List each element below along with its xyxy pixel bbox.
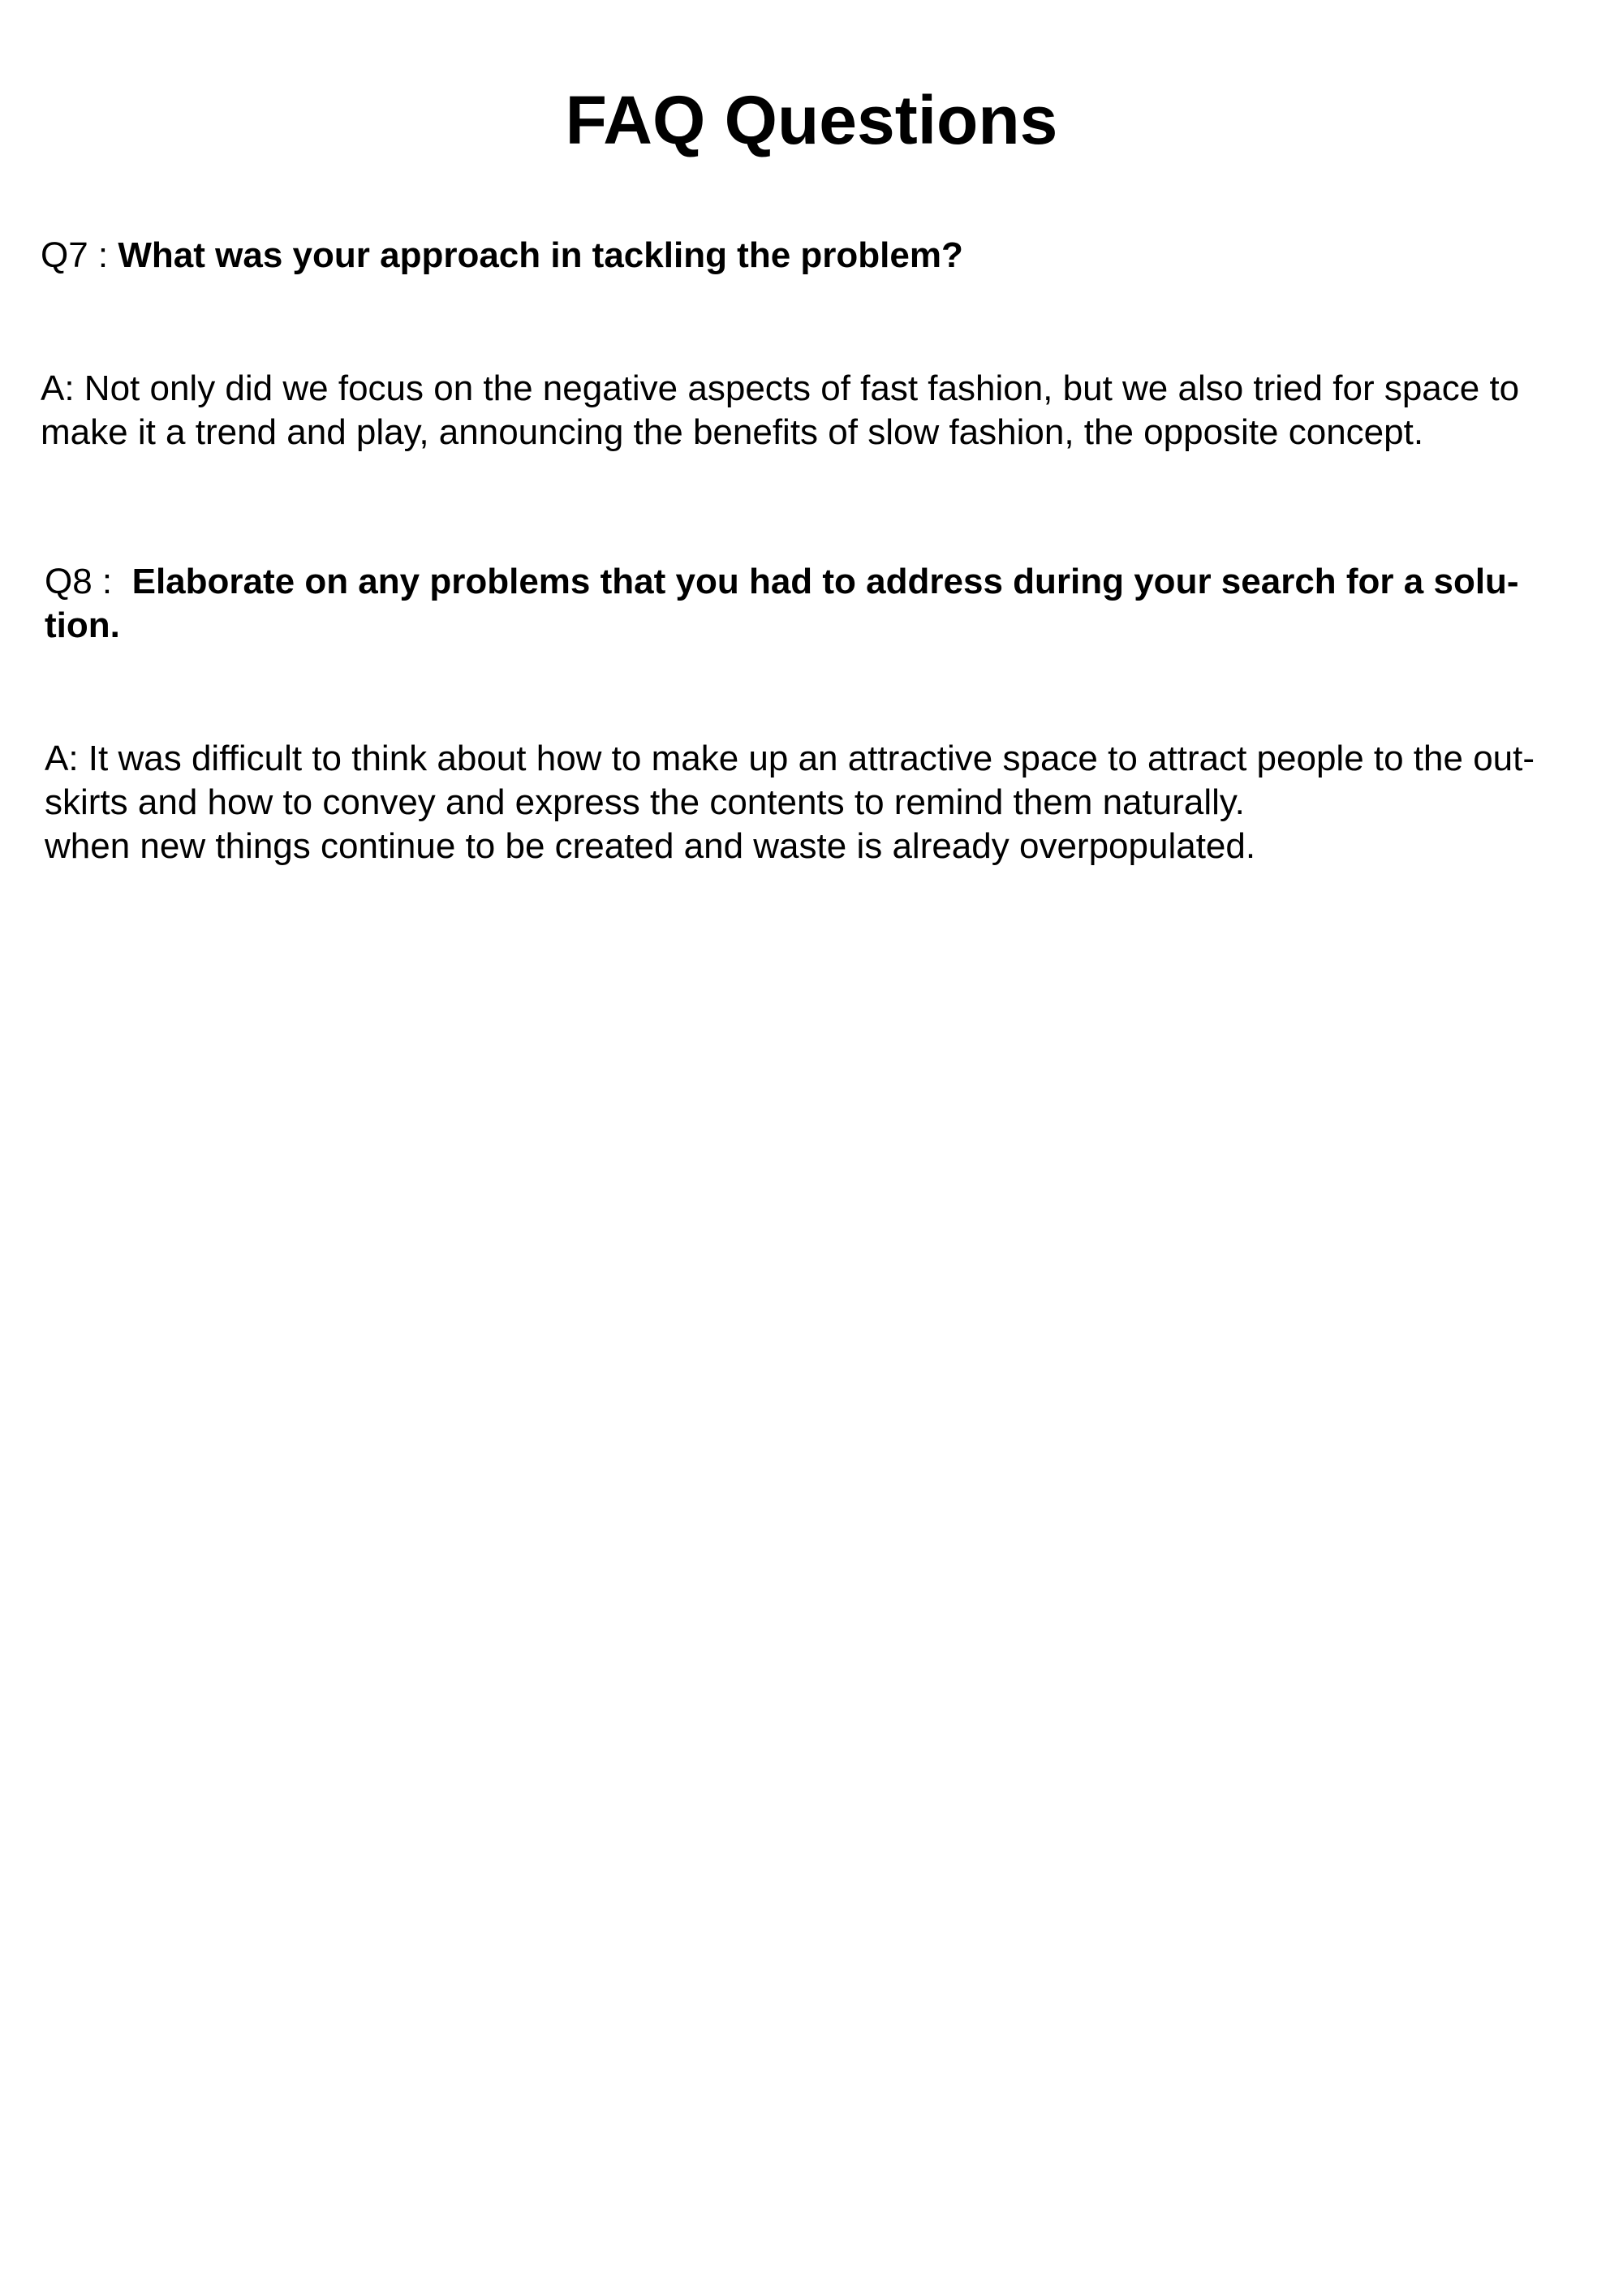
question-number: Q7 : [41,235,118,275]
answer-line: make it a trend and play, announcing the benefits of slow fashion, the opposite concept. [41,412,1424,452]
faq-answer-q8 [45,737,1586,868]
answer-line: A: It was difficult to think about how to make up an attractive space to attract people to the out- [45,739,1535,778]
question-text: What was your approach in tackling the problem? [118,235,963,275]
question-text: Elaborate on any problems that you had to address during your search for a solu- [131,562,1519,601]
page-title: FAQ Questions [565,82,1058,158]
faq-answer-q7 [41,367,1582,454]
faq-question-q7 [41,234,1582,278]
question-number: Q8 : [45,562,132,601]
question-text-continued: tion. [45,605,120,645]
answer-line: when new things continue to be created and waste is already overpopulated. [45,826,1256,866]
faq-question-q8 [45,560,1586,648]
answer-line: A: Not only did we focus on the negative aspects of fast fashion, but we also tried for space to [41,368,1520,408]
answer-line: skirts and how to convey and express the contents to remind them naturally. [45,782,1245,822]
